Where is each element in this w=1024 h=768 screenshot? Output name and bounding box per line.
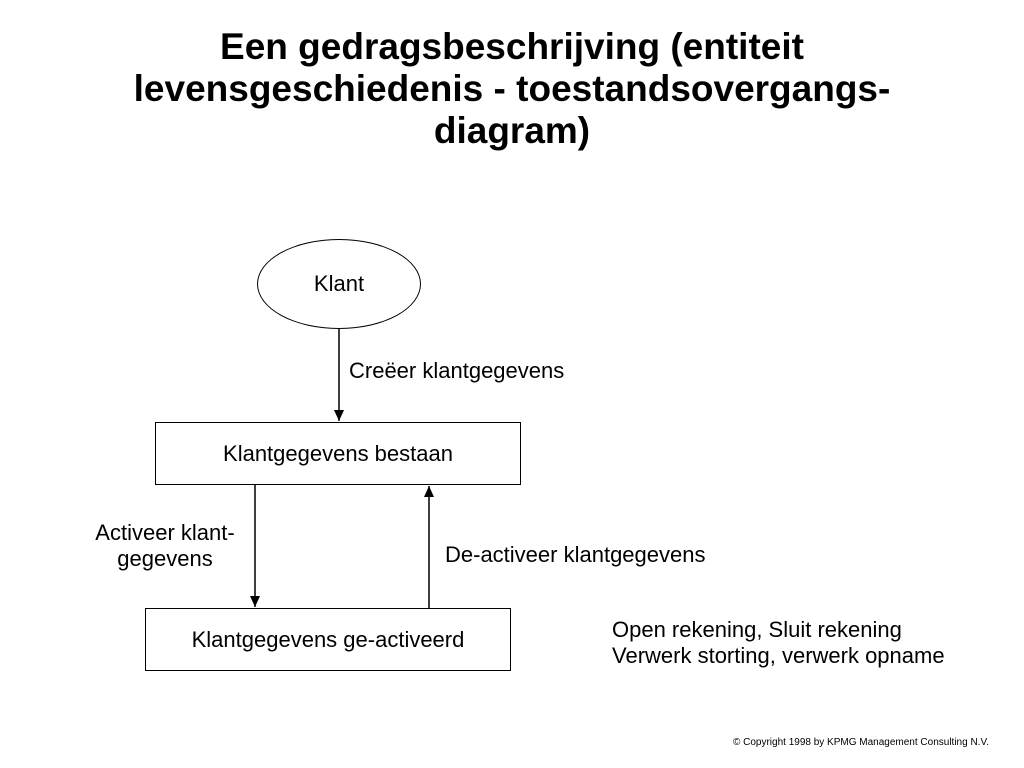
state-exists-label: Klantgegevens bestaan (223, 440, 453, 466)
arrowhead-create (334, 410, 344, 421)
activate-label-line-1: Activeer klant- (95, 520, 235, 545)
copyright-notice: © Copyright 1998 by KPMG Management Consulting N.V. (732, 737, 989, 748)
operations-note (612, 617, 945, 669)
state-active-label: Klantgegevens ge-activeerd (191, 626, 465, 652)
title-line-1: Een gedragsbeschrijving (entiteit (220, 26, 804, 67)
activate-label-line-2: gegevens (117, 546, 213, 571)
title-line-3: diagram) (433, 110, 591, 151)
transition-label-create: Creëer klantgegevens (349, 358, 565, 383)
operations-line-1: Open rekening, Sluit rekening (612, 617, 902, 642)
arrowhead-deactivate (424, 486, 434, 497)
operations-line-2: Verwerk storting, verwerk opname (612, 643, 945, 668)
state-klantgegevens-geactiveerd (145, 608, 511, 671)
state-klantgegevens-bestaan (155, 422, 521, 485)
transition-label-deactivate: De-activeer klantgegevens (445, 542, 706, 567)
transition-label-activate (70, 520, 260, 572)
arrowhead-activate (250, 596, 260, 607)
title-line-2: levensgeschiedenis - toestandsovergangs- (133, 68, 891, 109)
state-klant-label: Klant (313, 271, 365, 296)
state-klant (257, 239, 421, 329)
